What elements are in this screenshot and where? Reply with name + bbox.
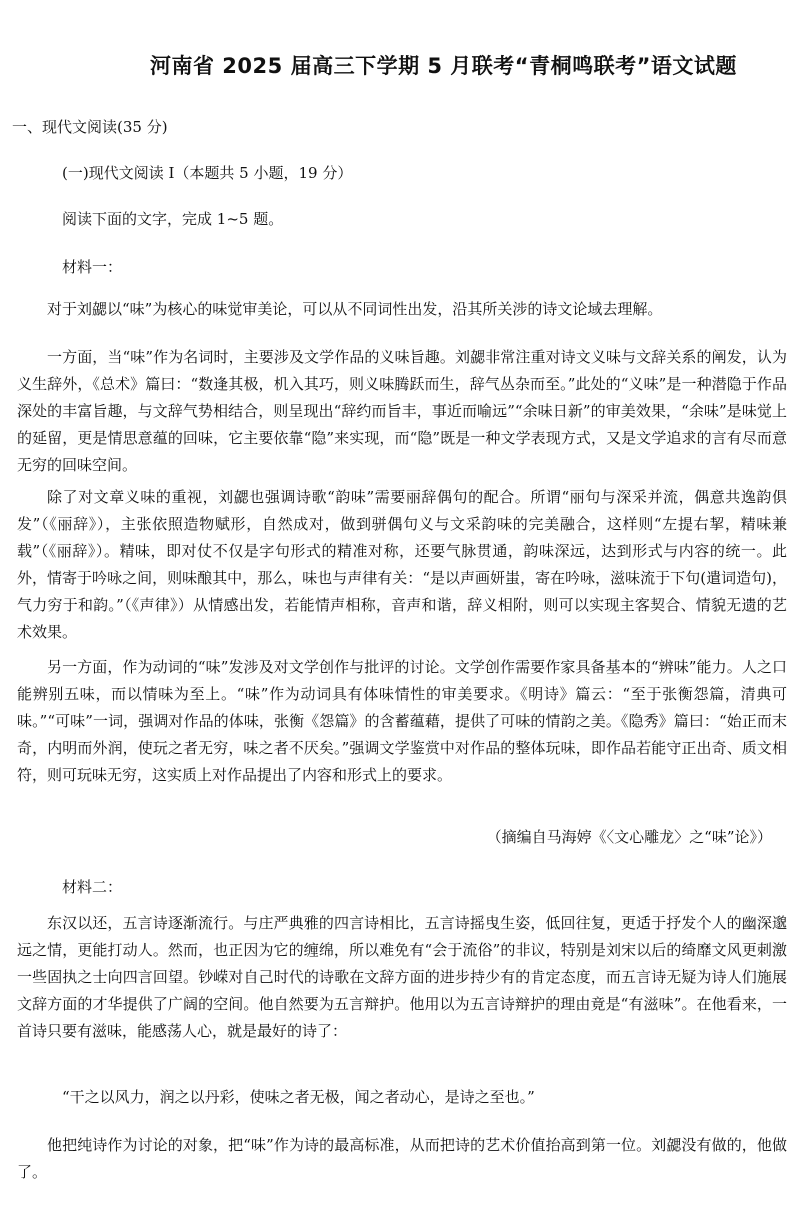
material-one-source: （摘编自马海婷《〈文心雕龙〉之“味”论》） [486, 828, 772, 846]
material-one-paragraph: 除了对文章义味的重视，刘勰也强调诗歌“韵味”需要丽辞偶句的配合。所谓“丽句与深采并流，偶意共逸韵俱发”（《丽辞》），主张依照造物赋形，自然成对，做到骈偶句义与文采韵味的完美融合，这样则“左提右挈，精味兼载”（《丽辞》）。精味，即对仗不仅是字句形式的精准对称，还要气脉贯通，韵味深远，达到形式与内容的统一。此外，情寄于吟咏之间，则味酿其中，那么，味也与声律有关：“是以声画妍蚩，寄在吟咏，滋味流于下句(遣词造句)，气力穷于和韵。”（《声律》）从情感出发，若能情声相称，音声和谐，辞义相附，则可以实现主客契合、情貌无遗的艺术效果。 [17, 488, 787, 641]
material-two-paragraph: 东汉以还，五言诗逐渐流行。与庄严典雅的四言诗相比，五言诗摇曳生姿，低回往复，更适于抒发个人的幽深邈远之情，更能打动人。然而，也正因为它的缠绵，所以难免有“会于流俗”的非议，特别是刘宋以后的绮靡文风更刺激一些固执之士向四言回望。钞嵘对自己时代的诗歌在文辞方面的进步持少有的肯定态度，而五言诗无疑为诗人们施展文辞方面的才华提供了广阔的空间。他自然要为五言辩护。他用以为五言诗辩护的理由竟是“有滋味”。在他看来，一首诗只要有滋味，能感荡人心，就是最好的诗了： [17, 914, 787, 1040]
material-one-label: 材料一： [62, 258, 123, 276]
subsection-heading: (一)现代文阅读 I（本题共 5 小题，19 分） [62, 164, 353, 182]
material-one-paragraph: 另一方面，作为动词的“味”发涉及对文学创作与批评的讨论。文学创作需要作家具备基本的“辨味”能力。人之口能辨别五味，而以情味为至上。“味”作为动词具有体味情性的审美要求。《明诗》篇云：“至于张衡怨篇，清典可味。”“可味”一词，强调对作品的体味，张衡《怨篇》的含蓄蕴藉，提供了可味的情韵之美。《隐秀》篇曰：“始正而末奇，内明而外润，使玩之者无穷，味之者不厌矣。”强调文学鉴赏中对作品的整体玩味，即作品若能守正出奇、质文相符，则可玩味无穷，这实质上对作品提出了内容和形式上的要求。 [17, 658, 787, 784]
material-one-paragraph: 一方面，当“味”作为名词时，主要涉及文学作品的义味旨趣。刘勰非常注重对诗文义味与文辞关系的阐发，认为义生辞外，《总术》篇曰：“数逢其极，机入其巧，则义味腾跃而生，辞气丛杂而至。”此处的“义味”是一种潜隐于作品深处的丰富旨趣，与文辞气势相结合，则呈现出“辞约而旨丰，事近而喻远”“余味日新”的审美效果，“余味”是味觉上的延留，更是情思意蕴的回味，它主要依靠“隐”来实现，而“隐”既是一种文学表现方式，又是文学追求的言有尽而意无穷的回味空间。 [17, 348, 787, 474]
material-two-quote: “干之以风力，润之以丹彩，使味之者无极，闻之者动心，是诗之至也。” [62, 1088, 535, 1106]
reading-instruction: 阅读下面的文字，完成 1~5 题。 [62, 210, 284, 228]
section-heading: 一、现代文阅读(35 分) [12, 118, 168, 136]
material-two-closing: 他把纯诗作为讨论的对象，把“味”作为诗的最高标准，从而把诗的艺术价值抬高到第一位。刘勰没有做的，他做了。 [17, 1136, 787, 1181]
page-title: 河南省 2025 届高三下学期 5 月联考“青桐鸣联考”语文试题 [150, 54, 737, 78]
material-two-label: 材料二： [62, 878, 123, 896]
material-one-paragraph: 对于刘勰以“味”为核心的味觉审美论，可以从不同词性出发，沿其所关涉的诗文论域去理解。 [47, 300, 663, 318]
